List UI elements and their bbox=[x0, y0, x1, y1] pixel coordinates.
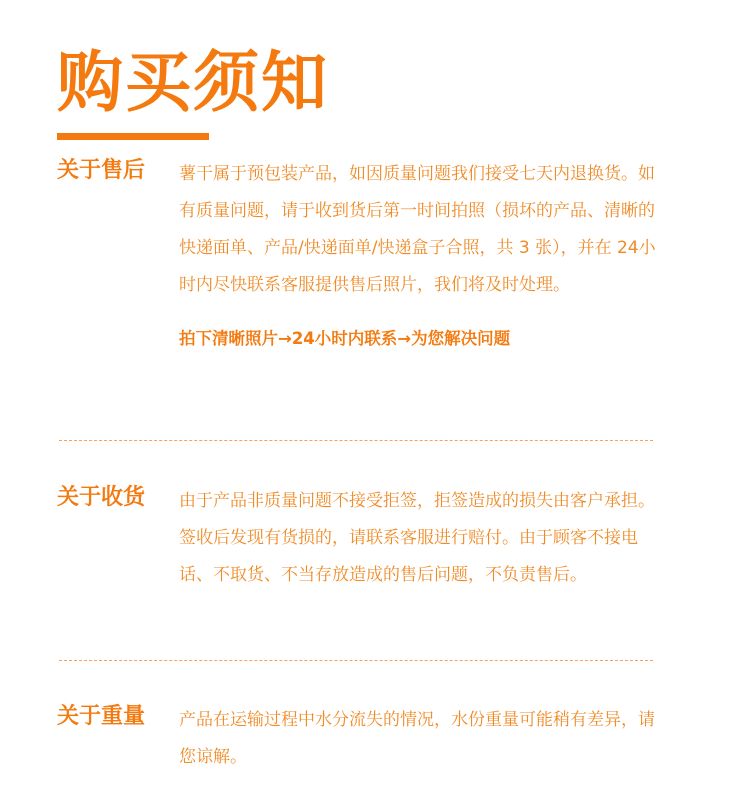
section-body-weight: 产品在运输过程中水分流失的情况，水份重量可能稍有差异，请您谅解。 bbox=[179, 710, 655, 767]
section-divider bbox=[59, 660, 653, 661]
section-body-after-sales bbox=[179, 156, 669, 357]
section-heading-weight: 关于重量 bbox=[57, 704, 146, 729]
section-heading-after-sales: 关于售后 bbox=[57, 158, 146, 183]
after-sales-emphasis: 拍下清晰照片→24小时内联系→为您解决问题 bbox=[179, 329, 511, 348]
section-body-receiving: 由于产品非质量问题不接受拒签，拒签造成的损失由客户承担。签收后发现有货损的，请联系客服进行赔付。由于顾客不接电话、不取货、不当存放造成的售后问题，不负责售后。 bbox=[179, 491, 655, 585]
title-underline bbox=[57, 133, 209, 140]
page-title: 购买须知 bbox=[57, 44, 329, 121]
after-sales-text: 薯干属于预包装产品，如因质量问题我们接受七天内退换货。如有质量问题，请于收到货后第一时间拍照（损坏的产品、清晰的快递面单、产品/快递面单/快递盒子合照，共 3 张），并在 24小时内尽快联系客服提供售后照片，我们将及时处理。 bbox=[179, 164, 656, 295]
section-heading-receiving: 关于收货 bbox=[57, 485, 146, 510]
section-divider bbox=[59, 440, 653, 441]
